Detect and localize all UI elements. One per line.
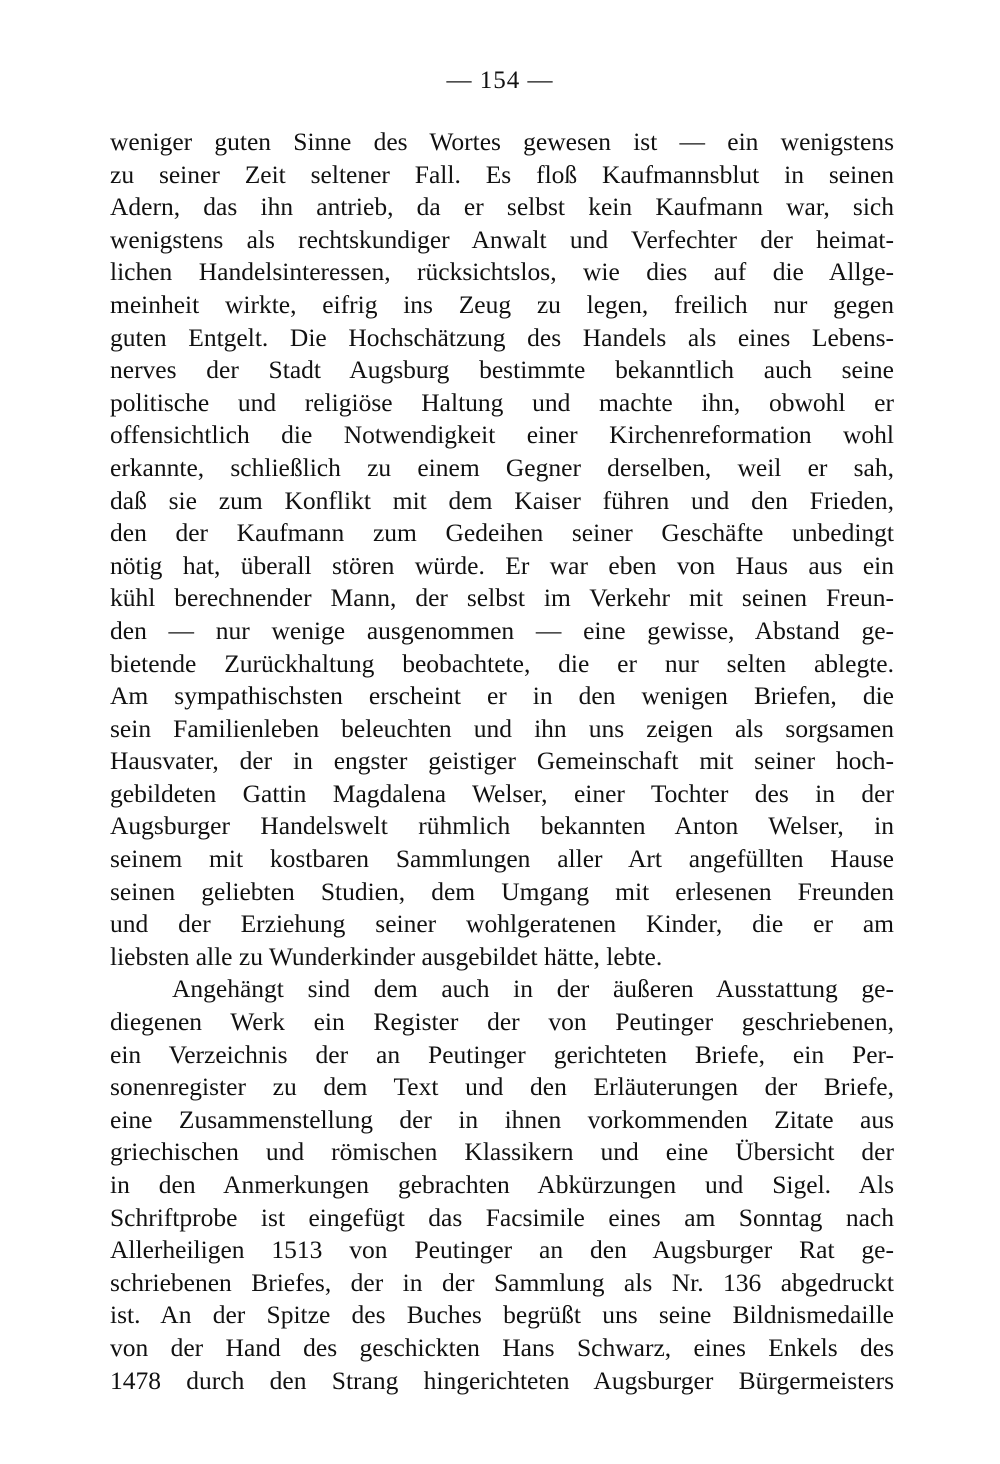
text-line: diegenen Werk ein Register der von Peutinger geschriebenen,: [110, 1007, 894, 1037]
text-line: weniger guten Sinne des Wortes gewesen ist — ein wenigstens: [110, 127, 894, 156]
text-line: ist. An der Spitze des Buches begrüßt uns seine Bildnismedaille: [110, 1300, 894, 1330]
text-line: wenigstens als rechtskundiger Anwalt und Verfechter der heimat-: [110, 224, 894, 254]
text-line: zu seiner Zeit seltener Fall. Es floß Kaufmannsblut in seinen: [110, 159, 894, 189]
text-line: seinen geliebten Studien, dem Umgang mit erlesenen Freunden: [110, 876, 894, 906]
text-line: von der Hand des geschickten Hans Schwarz, eines Enkels des: [110, 1332, 894, 1362]
text-line: meinheit wirkte, eifrig ins Zeug zu legen, freilich nur gegen: [110, 289, 894, 319]
text-line: in den Anmerkungen gebrachten Abkürzungen und Sigel. Als: [110, 1170, 894, 1199]
text-line: offensichtlich die Notwendigkeit einer Kirchenreformation wohl: [110, 420, 894, 450]
text-line: politische und religiöse Haltung und machte ihn, obwohl er: [110, 387, 894, 417]
text-line: den — nur wenige ausgenommen — eine gewisse, Abstand ge-: [110, 615, 894, 645]
paragraph: [110, 973, 894, 1397]
text-line: erkannte, schließlich zu einem Gegner derselben, weil er sah,: [110, 452, 894, 482]
text-line: ein Verzeichnis der an Peutinger gerichteten Briefe, ein Per-: [110, 1039, 894, 1069]
page-number: — 154 —: [446, 67, 554, 94]
paragraph: [110, 126, 894, 973]
text-line: nerves der Stadt Augsburg bestimmte bekanntlich auch seine: [110, 355, 894, 385]
text-line: seinem mit kostbaren Sammlungen aller Art angefüllten Hause: [110, 844, 894, 874]
text-line: liebsten alle zu Wunderkinder ausgebildet hätte, lebte.: [110, 941, 663, 971]
text-line: schriebenen Briefes, der in der Sammlung als Nr. 136 abgedruckt: [110, 1267, 894, 1297]
text-line: lichen Handelsinteressen, rücksichtslos, wie dies auf die Allge-: [110, 257, 894, 287]
text-line: sonenregister zu dem Text und den Erläuterungen der Briefe,: [110, 1072, 894, 1102]
text-line: bietende Zurückhaltung beobachtete, die er nur selten ablegte.: [110, 648, 894, 678]
text-line: griechischen und römischen Klassikern und eine Übersicht der: [110, 1137, 894, 1167]
text-line: Schriftprobe ist eingefügt das Facsimile eines am Sonntag nach: [110, 1202, 894, 1232]
text-line: Am sympathischsten erscheint er in den wenigen Briefen, die: [110, 681, 894, 711]
text-line: daß sie zum Konflikt mit dem Kaiser führen und den Frieden,: [110, 485, 894, 515]
text-line: Hausvater, der in engster geistiger Gemeinschaft mit seiner hoch-: [110, 746, 894, 776]
text-line: nötig hat, überall stören würde. Er war eben von Haus aus ein: [110, 550, 894, 580]
text-line: und der Erziehung seiner wohlgeratenen Kinder, die er am: [110, 909, 894, 939]
text-line: Adern, das ihn antrieb, da er selbst kein Kaufmann war, sich: [110, 192, 894, 222]
text-line: den der Kaufmann zum Gedeihen seiner Geschäfte unbedingt: [110, 518, 894, 548]
text-line: Allerheiligen 1513 von Peutinger an den Augsburger Rat ge-: [110, 1235, 894, 1265]
text-line: kühl berechnender Mann, der selbst im Verkehr mit seinen Freun-: [110, 583, 894, 613]
text-line: guten Entgelt. Die Hochschätzung des Handels als eines Lebens-: [110, 322, 894, 352]
text-line: eine Zusammenstellung der in ihnen vorkommenden Zitate aus: [110, 1104, 894, 1134]
body-text: [110, 126, 894, 1397]
text-line: gebildeten Gattin Magdalena Welser, einer Tochter des in der: [110, 778, 894, 808]
text-line: sein Familienleben beleuchten und ihn uns zeigen als sorgsamen: [110, 713, 894, 743]
text-line: Angehängt sind dem auch in der äußeren Ausstattung ge-: [172, 974, 894, 1004]
text-line: Augsburger Handelswelt rühmlich bekannten Anton Welser, in: [110, 811, 894, 841]
text-line: 1478 durch den Strang hingerichteten Augsburger Bürgermeisters: [110, 1365, 894, 1395]
